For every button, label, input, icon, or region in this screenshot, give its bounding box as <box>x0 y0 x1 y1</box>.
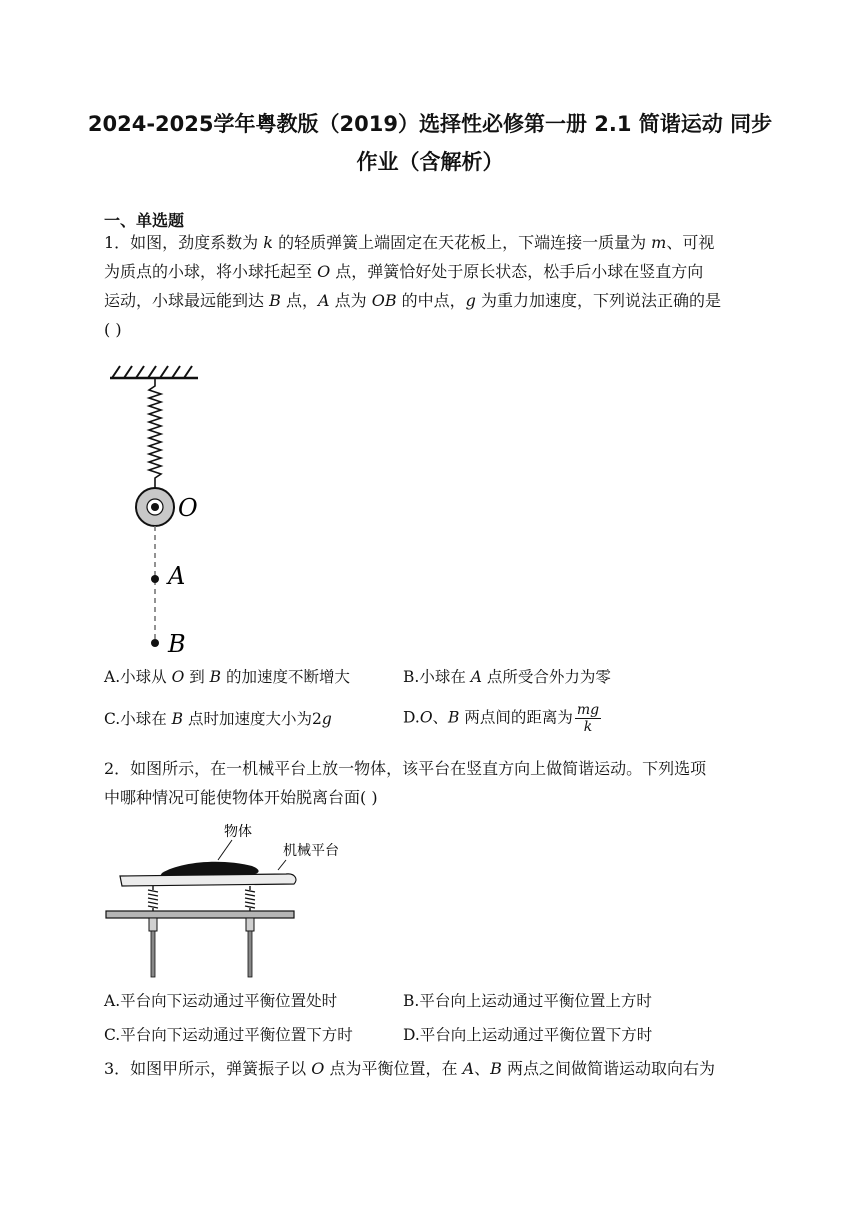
var: g <box>321 710 332 728</box>
var: B <box>209 668 222 686</box>
q3-stem <box>104 1054 756 1083</box>
q2-line1: 2．如图所示，在一机械平台上放一物体，该平台在竖直方向上做简谐运动。下列选项 <box>104 759 707 778</box>
var-m: m <box>651 233 667 252</box>
q2-stem <box>104 754 756 812</box>
label-platform: 机械平台 <box>283 843 339 859</box>
q2-option-c[interactable]: C.平台向下运动通过平衡位置下方时 <box>104 1026 353 1044</box>
left-leg-top <box>149 918 157 931</box>
text: 的加速度不断增大 <box>221 668 350 686</box>
right-spring <box>245 886 255 911</box>
right-leg-top <box>246 918 254 931</box>
document-title-line1: 2024-2025学年粤教版（2019）选择性必修第一册 2.1 简谐运动 同步 <box>87 112 773 136</box>
fraction-numerator: mg <box>576 702 600 718</box>
q1-line1 <box>104 228 756 257</box>
q1-option-c[interactable] <box>104 708 332 730</box>
var-B: B <box>269 291 281 310</box>
left-spring <box>148 886 158 911</box>
spring <box>149 378 161 488</box>
text: 到 <box>184 668 210 686</box>
text: C.小球在 <box>104 710 172 728</box>
var-k: k <box>263 233 273 252</box>
var: B <box>171 710 184 728</box>
var: O <box>171 668 185 686</box>
text: 为重力加速度，下列说法正确的是 <box>475 291 722 310</box>
text: 、 <box>432 708 449 727</box>
text: A.小球从 <box>104 668 172 686</box>
text: 、可视 <box>666 233 715 252</box>
var-OB: OB <box>371 291 397 310</box>
leader-platform <box>278 860 286 870</box>
object <box>160 862 259 876</box>
text: 、 <box>474 1059 491 1078</box>
q1-option-a[interactable] <box>104 666 350 688</box>
q2-option-b[interactable]: B.平台向上运动通过平衡位置上方时 <box>403 992 652 1010</box>
platform-top <box>120 874 296 886</box>
text: D. <box>403 708 420 727</box>
right-leg <box>248 931 252 977</box>
point-B <box>151 639 159 647</box>
text: 的轻质弹簧上端固定在天花板上，下端连接一质量为 <box>272 233 652 252</box>
fraction-mg-over-k <box>575 702 601 735</box>
point-A <box>151 575 159 583</box>
text: 1．如图，劲度系数为 <box>104 233 264 252</box>
text: 点时加速度大小为2 <box>183 710 322 728</box>
q1-line2 <box>104 257 756 286</box>
document-title-line2: 作业（含解析） <box>356 150 504 174</box>
text: 点， <box>280 291 318 310</box>
base-plate <box>106 911 294 918</box>
label-object: 物体 <box>224 824 252 840</box>
q3-line1 <box>104 1054 756 1083</box>
var: O <box>419 708 433 727</box>
text: 运动，小球最远能到达 <box>104 291 270 310</box>
text: 两点间的距离为 <box>459 708 573 727</box>
label-B: B <box>168 630 186 658</box>
q1-option-b[interactable] <box>403 666 611 688</box>
text: 为质点的小球，将小球托起至 <box>104 262 318 281</box>
text: B.小球在 <box>403 668 471 686</box>
q2-option-d[interactable]: D.平台向上运动通过平衡位置下方时 <box>403 1026 653 1044</box>
var-O: O <box>317 262 331 281</box>
spring-ball-figure <box>100 360 240 660</box>
q1-line4: ( ) <box>104 320 122 339</box>
text: 两点之间做简谐运动取向右为 <box>501 1059 716 1078</box>
q2-option-a[interactable]: A.平台向下运动通过平衡位置处时 <box>104 992 338 1010</box>
text: 点所受合外力为零 <box>481 668 611 686</box>
q2-line2: 中哪种情况可能使物体开始脱离台面( ) <box>104 788 378 807</box>
var-O: O <box>311 1059 325 1078</box>
q1-option-d[interactable] <box>403 702 601 735</box>
ball-center-dot <box>151 503 159 511</box>
var-A: A <box>317 291 330 310</box>
text: 点为平衡位置，在 <box>324 1059 463 1078</box>
text: 的中点， <box>396 291 466 310</box>
var: B <box>448 708 460 727</box>
label-O: O <box>178 494 198 522</box>
leader-object <box>218 840 232 860</box>
label-A: A <box>168 562 186 590</box>
fraction-denominator: k <box>583 719 593 735</box>
var: A <box>470 668 482 686</box>
var-g: g <box>465 291 476 310</box>
var-A: A <box>462 1059 475 1078</box>
ceiling-hatch <box>112 366 192 378</box>
text: 3．如图甲所示，弹簧振子以 <box>104 1059 312 1078</box>
platform-figure <box>100 818 370 983</box>
var-B: B <box>490 1059 502 1078</box>
section-heading: 一、单选题 <box>104 211 185 230</box>
text: 点，弹簧恰好处于原长状态，松手后小球在竖直方向 <box>330 262 704 281</box>
q1-line3 <box>104 286 756 315</box>
text: 点为 <box>329 291 372 310</box>
left-leg <box>151 931 155 977</box>
q1-stem <box>104 228 756 344</box>
